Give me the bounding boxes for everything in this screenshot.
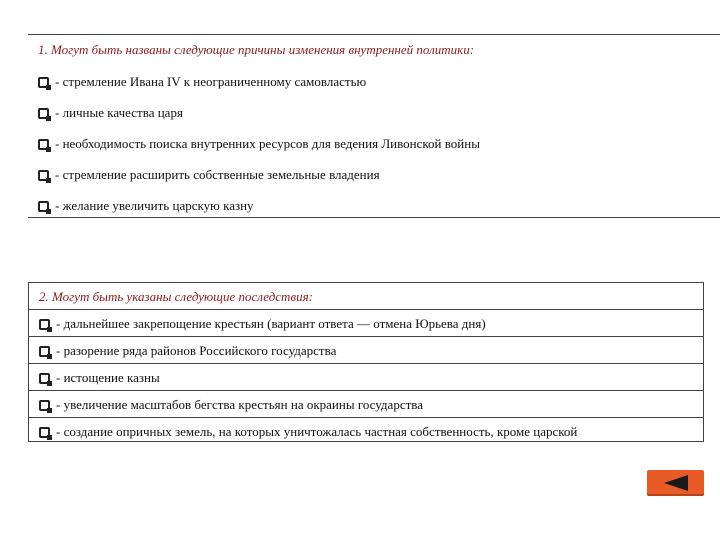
causes-item-text: - стремление расширить собственные земельные владения — [55, 167, 380, 182]
checkbox-bullet-icon — [39, 373, 50, 384]
checkbox-bullet-icon — [38, 108, 49, 119]
checkbox-bullet-icon — [39, 319, 50, 330]
back-button[interactable] — [647, 470, 704, 496]
consequences-item-text: - дальнейшее закрепощение крестьян (вариант ответа — отмена Юрьева дня) — [56, 316, 486, 331]
causes-item — [38, 74, 366, 90]
back-arrow-icon — [663, 474, 689, 492]
causes-item-text: - личные качества царя — [55, 105, 183, 120]
causes-item — [38, 105, 183, 121]
consequences-item — [29, 391, 703, 418]
consequences-title-row — [29, 283, 703, 310]
causes-item-text: - желание увеличить царскую казну — [55, 198, 254, 213]
consequences-item — [29, 310, 703, 337]
causes-item-text: - необходимость поиска внутренних ресурсов для ведения Ливонской войны — [55, 136, 480, 151]
consequences-item — [29, 418, 703, 445]
consequences-item-text: - увеличение масштабов бегства крестьян на окраины государства — [56, 397, 424, 412]
causes-item — [38, 167, 380, 183]
causes-title: 1. Могут быть названы следующие причины изменения внутренней политики: — [38, 42, 475, 57]
checkbox-bullet-icon — [38, 77, 49, 88]
checkbox-bullet-icon — [38, 201, 49, 212]
consequences-section — [28, 282, 704, 442]
consequences-item-text: - разорение ряда районов Российского государства — [56, 343, 337, 358]
checkbox-bullet-icon — [38, 139, 49, 150]
causes-item-text: - стремление Ивана IV к неограниченному самовластью — [55, 74, 367, 89]
consequences-item-text: - создание опричных земель, на которых уничтожалась частная собственность, кроме царской — [56, 424, 578, 439]
causes-item — [38, 198, 254, 214]
causes-section — [28, 34, 720, 218]
checkbox-bullet-icon — [39, 346, 50, 357]
consequences-item-text: - истощение казны — [56, 370, 160, 385]
consequences-item — [29, 364, 703, 391]
consequences-title: 2. Могут быть указаны следующие последствия: — [39, 289, 313, 304]
checkbox-bullet-icon — [39, 400, 50, 411]
checkbox-bullet-icon — [38, 170, 49, 181]
consequences-item — [29, 337, 703, 364]
causes-item — [38, 136, 480, 152]
checkbox-bullet-icon — [39, 427, 50, 438]
